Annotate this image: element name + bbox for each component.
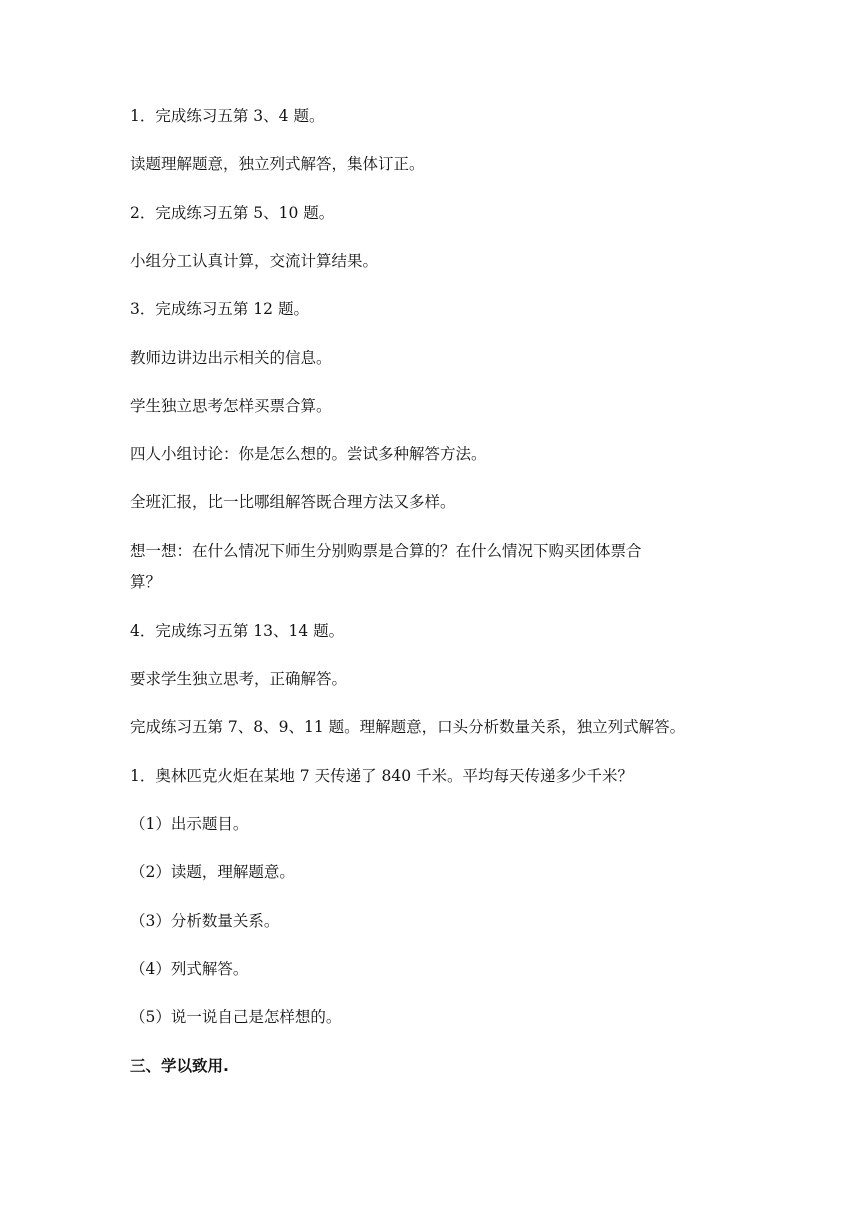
paragraph: 完成练习五第 7、8、9、11 题。理解题意，口头分析数量关系，独立列式解答。 xyxy=(130,718,686,736)
paragraph: 学生独立思考怎样买票合算。 xyxy=(130,397,332,415)
paragraph: 全班汇报，比一比哪组解答既合理方法又多样。 xyxy=(130,493,456,511)
paragraph: 读题理解题意，独立列式解答，集体订正。 xyxy=(130,155,425,173)
step-item: （4）列式解答。 xyxy=(130,960,249,978)
paragraph: 四人小组讨论：你是怎么想的。尝试多种解答方法。 xyxy=(130,445,487,463)
exercise-item-2: 2．完成练习五第 5、10 题。 xyxy=(130,204,335,222)
paragraph: 教师边讲边出示相关的信息。 xyxy=(130,349,332,367)
paragraph-continuation: 算？ xyxy=(130,573,162,591)
step-item: （5）说一说自己是怎样想的。 xyxy=(130,1008,342,1026)
exercise-item-1: 1．完成练习五第 3、4 题。 xyxy=(130,107,325,125)
paragraph: 想一想：在什么情况下师生分别购票是合算的？在什么情况下购买团体票合 xyxy=(130,542,642,560)
step-item: （3）分析数量关系。 xyxy=(130,912,280,930)
section-heading: 三、学以致用. xyxy=(130,1057,229,1075)
paragraph: 小组分工认真计算，交流计算结果。 xyxy=(130,252,379,270)
problem-statement: 1．奥林匹克火炬在某地 7 天传递了 840 千米。平均每天传递多少千米？ xyxy=(130,767,634,785)
exercise-item-3: 3．完成练习五第 12 题。 xyxy=(130,300,309,318)
exercise-item-4: 4．完成练习五第 13、14 题。 xyxy=(130,622,345,640)
step-item: （1）出示题目。 xyxy=(130,815,249,833)
step-item: （2）读题，理解题意。 xyxy=(130,863,295,881)
paragraph: 要求学生独立思考，正确解答。 xyxy=(130,670,348,688)
